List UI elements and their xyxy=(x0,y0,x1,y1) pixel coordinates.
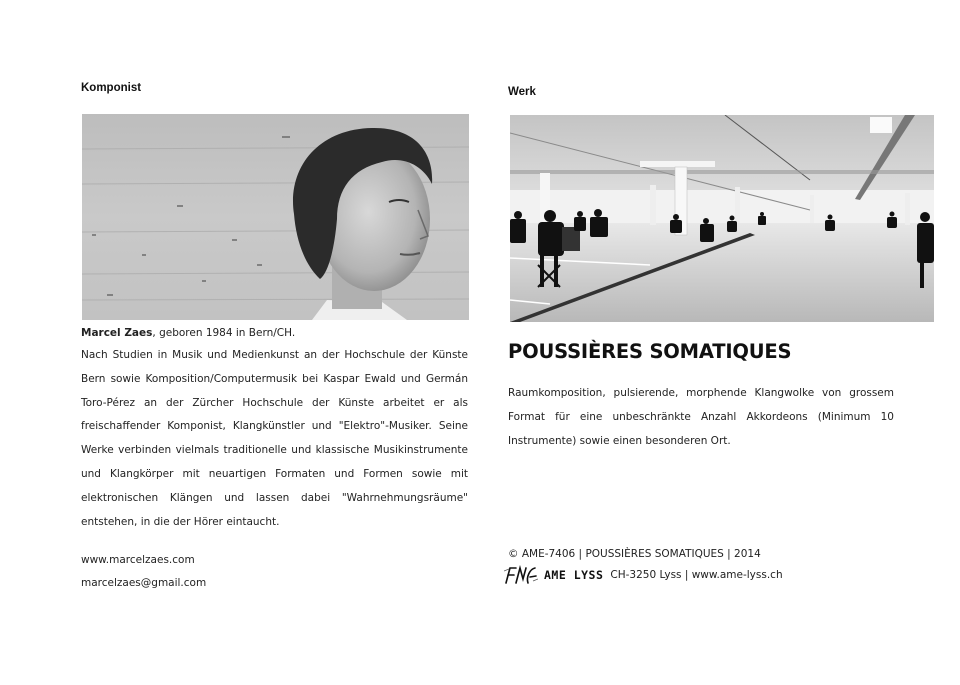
composer-name: Marcel Zaes xyxy=(81,327,153,339)
ame-lyss-logo-text: AME LYSS xyxy=(544,568,604,582)
composer-email-link[interactable]: marcelzaes@gmail.com xyxy=(81,577,207,589)
copyright-line: © AME-7406 | POUSSIÈRES SOMATIQUES | 2014 xyxy=(508,548,761,560)
section-heading-komponist: Komponist xyxy=(81,82,142,94)
publisher-address: CH-3250 Lyss | www.ame-lyss.ch xyxy=(610,569,783,581)
section-heading-werk: Werk xyxy=(508,86,536,98)
performance-photo xyxy=(510,115,934,322)
portrait-image xyxy=(82,114,469,320)
composer-bio-text: Nach Studien in Musik und Medienkunst an der Hochschule der Künste Bern sowie Komposition/Computermusik bei Kaspar Ewald und Germán Toro-Pérez an der Zürcher Hochschule der Künste arbeitet er als freischaffender Komponist, Klangkünstler und "Elektro"-Musiker. Seine Werke verbinden vielmals traditionelle und klassische Musikinstrumente und Klangkörper mit neuartigen Formaten und Formen sowie mit elektronischen Klängen und lassen dabei "Wahrnehmungsräume" entstehen, in die der Hörer eintaucht. xyxy=(81,349,468,528)
composer-portrait-photo xyxy=(82,114,469,320)
composer-bio xyxy=(81,344,468,534)
work-title: POUSSIÈRES SOMATIQUES xyxy=(508,340,792,363)
work-description xyxy=(508,382,894,453)
composer-website-link[interactable]: www.marcelzaes.com xyxy=(81,554,195,566)
composer-contact xyxy=(81,549,206,595)
composer-birth: , geboren 1984 in Bern/CH. xyxy=(152,327,296,339)
publisher-line xyxy=(504,565,783,585)
ame-lyss-logo-icon xyxy=(504,565,538,585)
parking-garage-image xyxy=(510,115,934,322)
work-description-text: Raumkomposition, pulsierende, morphende Klangwolke von grossem Format für eine unbeschränkte Anzahl Akkordeons (Minimum 10 Instrumente) sowie einen besonderen Ort. xyxy=(508,387,894,447)
composer-intro xyxy=(81,327,295,339)
